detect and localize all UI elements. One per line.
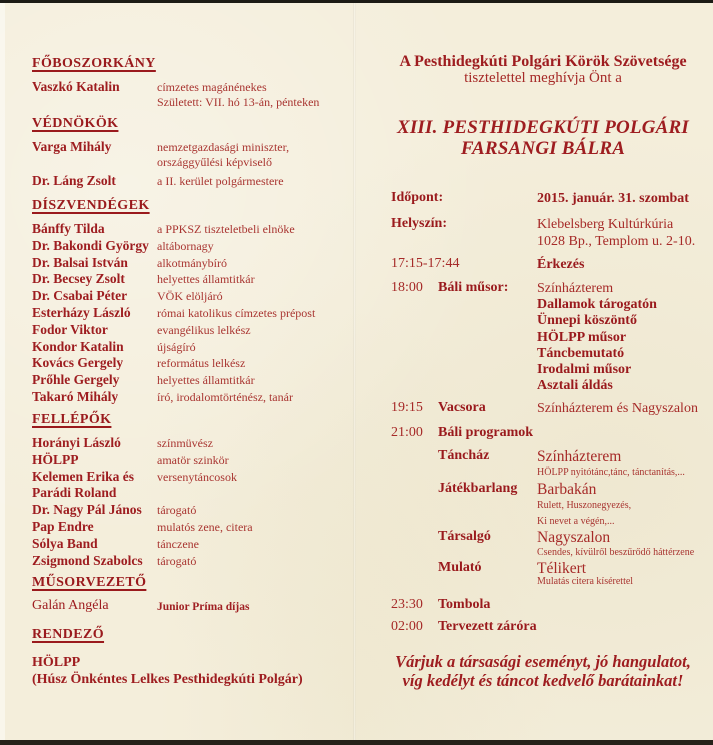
- section-musorvezeto: [32, 574, 350, 615]
- event-label: Játékbarlang: [438, 481, 518, 496]
- section-heading: RENDEZŐ: [32, 627, 105, 642]
- person-row: [32, 173, 350, 190]
- fold-line: [353, 3, 356, 740]
- section-heading: MŰSORVEZETŐ: [32, 575, 147, 590]
- schedule-row: [391, 190, 703, 208]
- event-label: Táncház: [438, 448, 490, 463]
- person-row: [32, 435, 350, 452]
- person-role: a PPKSZ tiszteletbeli elnöke: [157, 222, 295, 236]
- event-label: Tervezett záróra: [438, 619, 537, 634]
- person-name: Dr. Csabai Péter: [32, 288, 128, 304]
- ball-title-line2: FARSANGI BÁLRA: [460, 138, 626, 159]
- person-role: református lelkész: [157, 356, 246, 371]
- note-text: Mulatás citera kísérettel: [537, 576, 634, 587]
- person-name: HÖLPP: [32, 451, 79, 467]
- person-row: [32, 389, 350, 406]
- program-item: Irodalmi műsor: [537, 362, 632, 378]
- person-role: versenytáncosok: [157, 469, 237, 484]
- field-label: Időpont:: [391, 190, 444, 205]
- program-item: Dallamok tárogatón: [537, 297, 657, 312]
- event-label: Társalgó: [438, 529, 491, 544]
- ball-title: [380, 117, 706, 159]
- venue-value: Nagyszalon: [537, 529, 611, 546]
- invitation-header: [380, 53, 706, 86]
- person-row: [32, 553, 350, 570]
- schedule-row: [391, 256, 703, 274]
- person-role: VÖK elöljáró: [157, 289, 223, 304]
- time-label: 17:15-17:44: [391, 256, 460, 271]
- event-label: Tombola: [438, 597, 491, 612]
- section-fellepok: [32, 411, 350, 569]
- closing-line1: Várjuk a társasági eseményt, jó hangulatot,: [395, 652, 691, 671]
- person-role: altábornagy: [157, 238, 214, 253]
- event-label: Érkezés: [537, 257, 585, 272]
- person-name: Takaró Mihály: [32, 388, 119, 404]
- person-role: nemzetgazdasági miniszter, országgyűlési képviselő: [157, 140, 290, 169]
- time-label: 23:30: [391, 597, 423, 612]
- person-name: Fodor Viktor: [32, 321, 108, 337]
- person-role: helyettes államtitkár: [157, 373, 255, 388]
- person-row: [32, 79, 350, 109]
- field-label: Helyszín:: [391, 216, 447, 231]
- program-item: Ünnepi köszöntő: [537, 313, 637, 329]
- person-role: tánczene: [157, 536, 199, 551]
- person-name: Dr. Láng Zsolt: [32, 173, 116, 188]
- section-vednokok: [32, 115, 350, 190]
- closing-line2: víg kedélyt és táncot kedvelő barátainkat!: [402, 671, 684, 690]
- person-row: [32, 502, 350, 519]
- person-name: Kondor Katalin: [32, 338, 124, 354]
- venue-value: Színházterem és Nagyszalon: [537, 401, 698, 416]
- person-role: helyettes államtitkár: [157, 272, 255, 287]
- person-role: tárogató: [157, 553, 197, 568]
- time-label: 21:00: [391, 425, 423, 440]
- person-row: [32, 322, 350, 339]
- person-role: amatör szinkör: [157, 452, 229, 467]
- event-label: Báli műsor:: [438, 280, 509, 295]
- person-row: [32, 238, 350, 255]
- person-name: Pap Endre: [32, 518, 94, 534]
- field-value: 2015. január. 31. szombat: [537, 191, 689, 206]
- person-name: Kelemen Erika és: [32, 468, 134, 484]
- person-name: Sólya Band: [32, 535, 98, 551]
- schedule-row: [391, 448, 703, 478]
- person-row: [32, 339, 350, 356]
- invite-line: tisztelettel meghívja Önt a: [464, 70, 622, 86]
- person-role: színmüvész: [157, 436, 213, 450]
- person-row: [32, 221, 350, 238]
- section-heading: FŐBOSZORKÁNY: [32, 56, 156, 71]
- person-row: [32, 288, 350, 305]
- person-row: [32, 355, 350, 372]
- schedule-row: [391, 400, 703, 418]
- person-role: római katolikus címzetes prépost: [157, 305, 316, 320]
- person-name: Zsigmond Szabolcs: [32, 552, 143, 568]
- person-role: tárogató: [157, 503, 197, 518]
- organizer-fullname: (Húsz Önkéntes Lelkes Pesthidegkúti Polgár): [32, 671, 303, 687]
- person-row: [32, 536, 350, 553]
- note-text: Csendes, kívülről beszűrődő háttérzene: [537, 547, 695, 558]
- person-name: Kovács Gergely: [32, 355, 124, 371]
- ball-title-line1: XIII. PESTHIDEGKÚTI POLGÁRI: [396, 117, 690, 138]
- program-item: Táncbemutató: [537, 345, 625, 361]
- venue-value: Színházterem: [537, 448, 622, 465]
- person-name: Parádi Roland: [32, 485, 117, 501]
- program-item: HÖLPP műsor: [537, 329, 627, 345]
- section-diszvendegek: [32, 197, 350, 406]
- schedule-row: [391, 216, 703, 249]
- venue-value: Télikert: [537, 560, 587, 577]
- person-row: [32, 469, 350, 486]
- person-row: [32, 305, 350, 322]
- person-row: [32, 255, 350, 272]
- person-role: újságíró: [157, 339, 196, 354]
- time-label: 19:15: [391, 400, 423, 415]
- venue-value: Színházterem: [537, 281, 614, 296]
- person-name: Prőhle Gergely: [32, 372, 120, 388]
- scan-edge-top: [0, 0, 713, 3]
- person-role: a II. kerület polgármestere: [157, 174, 284, 188]
- scan-edge-bottom: [0, 740, 713, 745]
- person-name: Galán Angéla: [32, 598, 109, 613]
- person-role: alkotmánybíró: [157, 255, 227, 270]
- time-label: 18:00: [391, 280, 423, 295]
- person-role: író, irodalomtörténész, tanár: [157, 389, 293, 404]
- time-label: 02:00: [391, 619, 423, 634]
- event-label: Mulató: [438, 560, 482, 575]
- note-text: Ki nevet a végén,...: [537, 516, 615, 527]
- schedule-row: [391, 481, 703, 527]
- person-role: címzetes magánénekes Született: VII. hó 13-án, pénteken: [157, 80, 320, 109]
- section-foboszorkany: [32, 55, 350, 109]
- section-heading: FELLÉPŐK: [32, 412, 112, 427]
- person-role: evangélikus lelkész: [157, 322, 251, 337]
- scan-edge-left: [0, 3, 5, 740]
- person-row: [32, 372, 350, 389]
- venue-value: Barbakán: [537, 481, 597, 498]
- note-text: HÖLPP nyitótánc,tánc, tánctanítás,...: [537, 467, 685, 478]
- person-role: Junior Príma díjas: [157, 601, 250, 613]
- org-name: A Pesthidegkúti Polgári Körök Szövetsége: [399, 53, 687, 70]
- person-name: Dr. Bakondi György: [32, 237, 149, 253]
- person-name: Bánffy Tilda: [32, 221, 105, 236]
- section-heading: VÉDNÖKÖK: [32, 116, 119, 131]
- section-heading: DÍSZVENDÉGEK: [32, 198, 150, 213]
- person-row: [32, 485, 350, 502]
- person-name: Dr. Becsey Zsolt: [32, 271, 125, 287]
- event-label: Vacsora: [438, 400, 486, 415]
- event-label: Báli programok: [438, 425, 534, 440]
- schedule-row: [391, 425, 703, 443]
- schedule-row: [391, 280, 703, 394]
- person-name: Vaszkó Katalin: [32, 79, 120, 94]
- organizer-name: HÖLPP: [32, 655, 81, 670]
- schedule-row: [391, 529, 703, 558]
- person-role: mulatós zene, citera: [157, 519, 253, 534]
- person-row: [32, 519, 350, 536]
- person-name: Horányi László: [32, 435, 121, 450]
- person-name: Dr. Balsai István: [32, 254, 128, 270]
- schedule-row: [391, 619, 703, 637]
- person-row: [32, 452, 350, 469]
- note-text: Rulett, Huszonegyezés,: [537, 500, 632, 511]
- person-name: Dr. Nagy Pál János: [32, 502, 142, 518]
- person-name: Varga Mihály: [32, 139, 112, 154]
- person-role: [157, 485, 350, 502]
- person-row: [32, 271, 350, 288]
- section-rendezo: [32, 626, 350, 688]
- field-value: Klebelsberg Kultúrkúria 1028 Bp., Templom u. 2-10.: [537, 217, 696, 249]
- person-row: [32, 598, 350, 615]
- program-item: Asztali áldás: [537, 378, 613, 394]
- schedule-row: [391, 597, 703, 615]
- person-name: Esterházy László: [32, 304, 131, 320]
- schedule-row: [391, 560, 703, 587]
- closing-message: [380, 652, 706, 690]
- person-row: [32, 139, 350, 169]
- program-list: [537, 297, 657, 395]
